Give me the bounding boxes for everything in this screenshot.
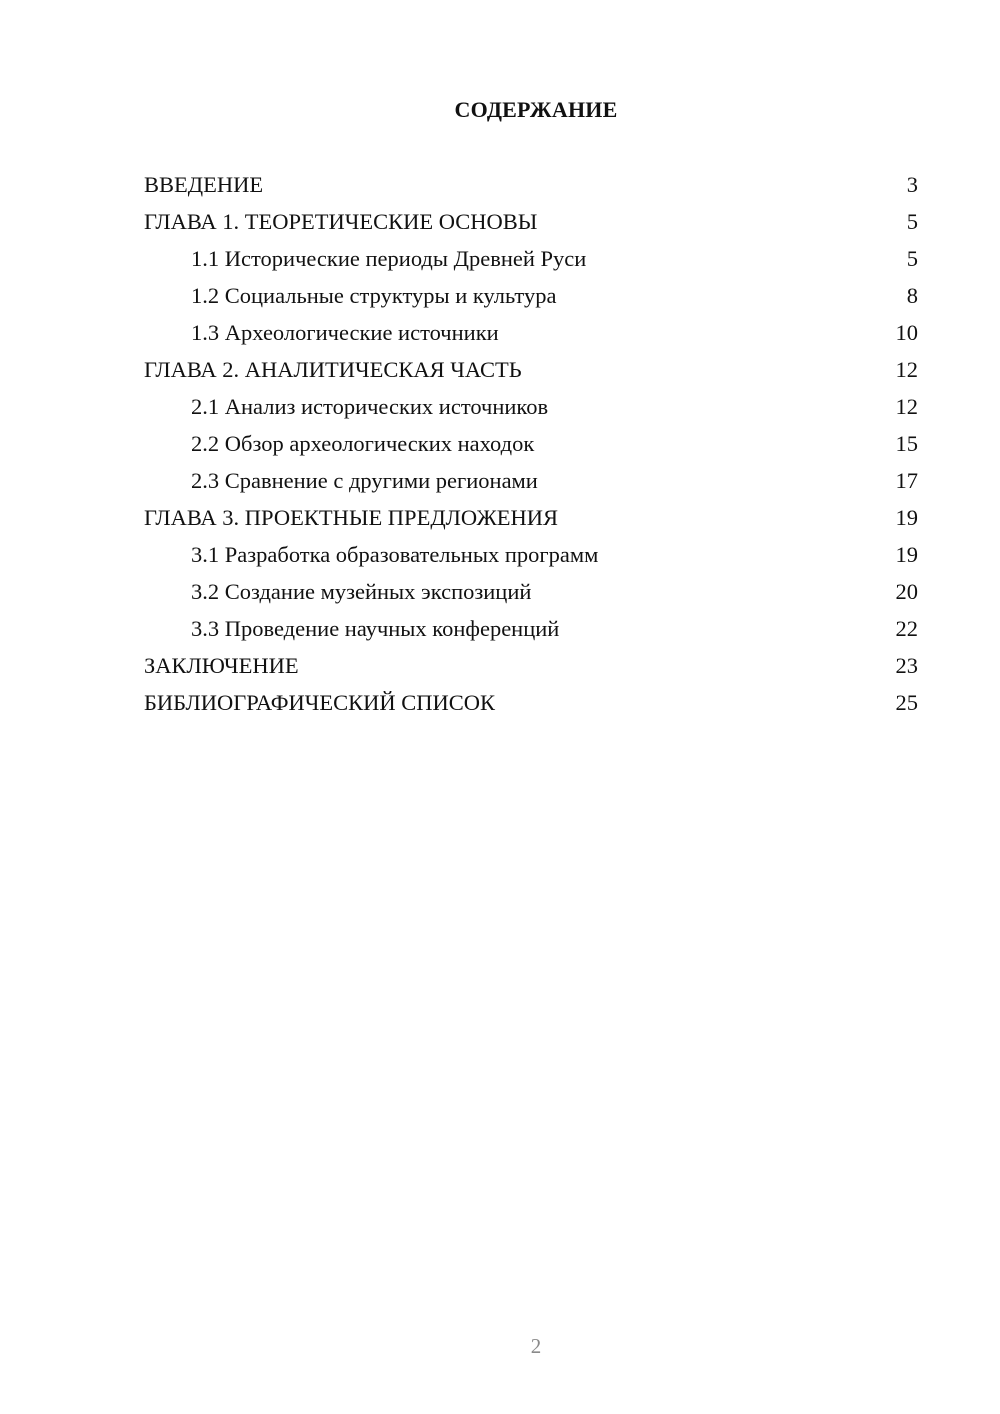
- toc-entry-section-1-1[interactable]: [144, 242, 918, 279]
- toc-entry-introduction[interactable]: [144, 168, 918, 205]
- toc-entry-bibliography[interactable]: [144, 686, 918, 723]
- page-title: СОДЕРЖАНИЕ: [454, 97, 618, 122]
- toc-entry-section-2-3[interactable]: [144, 464, 918, 501]
- toc-entry-label: 1.1 Исторические периоды Древней Руси: [191, 246, 587, 271]
- toc-entry-label: 2.1 Анализ исторических источников: [191, 394, 549, 419]
- toc-entry-label: 2.3 Сравнение с другими регионами: [191, 468, 538, 493]
- toc-entry-page: 5: [906, 209, 918, 234]
- toc-entry-label: ГЛАВА 2. АНАЛИТИЧЕСКАЯ ЧАСТЬ: [144, 357, 522, 382]
- toc-entry-label: 3.3 Проведение научных конференций: [191, 616, 560, 641]
- toc-entry-section-2-2[interactable]: [144, 427, 918, 464]
- toc-entry-label: 3.1 Разработка образовательных программ: [191, 542, 599, 567]
- toc-entry-chapter-1[interactable]: [144, 205, 918, 242]
- toc-entry-page: 25: [895, 690, 918, 715]
- toc-entry-label: 2.2 Обзор археологических находок: [191, 431, 535, 456]
- toc-entry-chapter-2[interactable]: [144, 353, 918, 390]
- toc-entry-section-3-2[interactable]: [144, 575, 918, 612]
- page-number: 2: [530, 1334, 542, 1358]
- toc-entry-page: 22: [895, 616, 918, 641]
- toc-entry-page: 8: [906, 283, 918, 308]
- toc-entry-page: 5: [906, 246, 918, 271]
- toc-entry-section-3-3[interactable]: [144, 612, 918, 649]
- toc-entry-conclusion[interactable]: [144, 649, 918, 686]
- toc-entry-page: 10: [895, 320, 918, 345]
- toc-entry-label: 1.2 Социальные структуры и культура: [191, 283, 557, 308]
- toc-entry-page: 12: [895, 394, 918, 419]
- toc-entry-page: 3: [906, 172, 918, 197]
- toc-entry-section-3-1[interactable]: [144, 538, 918, 575]
- toc-entry-label: ГЛАВА 1. ТЕОРЕТИЧЕСКИЕ ОСНОВЫ: [144, 209, 538, 234]
- toc-entry-label: 1.3 Археологические источники: [191, 320, 499, 345]
- toc-entry-page: 19: [895, 505, 918, 530]
- toc-entry-section-1-3[interactable]: [144, 316, 918, 353]
- toc-entry-label: БИБЛИОГРАФИЧЕСКИЙ СПИСОК: [144, 690, 496, 715]
- toc-entry-page: 17: [895, 468, 918, 493]
- toc-entry-label: ЗАКЛЮЧЕНИЕ: [144, 653, 299, 678]
- toc-entry-page: 20: [895, 579, 918, 604]
- toc-entry-chapter-3[interactable]: [144, 501, 918, 538]
- toc-entry-page: 12: [895, 357, 918, 382]
- toc-entry-label: 3.2 Создание музейных экспозиций: [191, 579, 532, 604]
- toc-entry-page: 23: [895, 653, 918, 678]
- toc-entry-label: ВВЕДЕНИЕ: [144, 172, 264, 197]
- table-of-contents: [144, 168, 918, 723]
- toc-entry-page: 19: [895, 542, 918, 567]
- toc-entry-section-2-1[interactable]: [144, 390, 918, 427]
- toc-entry-label: ГЛАВА 3. ПРОЕКТНЫЕ ПРЕДЛОЖЕНИЯ: [144, 505, 559, 530]
- toc-entry-page: 15: [895, 431, 918, 456]
- toc-entry-section-1-2[interactable]: [144, 279, 918, 316]
